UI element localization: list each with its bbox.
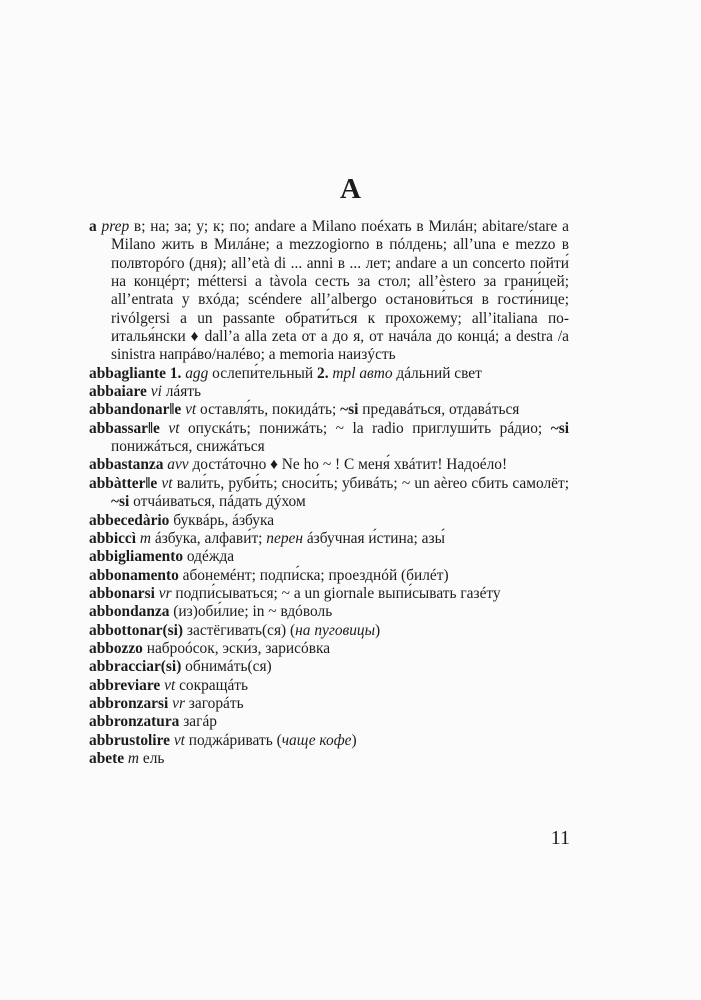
grammar-label: vt (185, 401, 197, 419)
grammar-label: vt (164, 676, 176, 694)
entry-text: застёгивать(ся) ( (183, 621, 296, 639)
entry-text: поджáривать ( (184, 731, 282, 749)
sense-marker: 1. (169, 364, 182, 382)
sense-marker: ~si (340, 401, 359, 419)
entry-text: вали́ть, руби́ть; сноси́ть; убивáть; ~ un aèreo сбить самолёт; (172, 474, 569, 492)
dictionary-entry (89, 695, 569, 713)
entry-text: ) (351, 731, 357, 749)
grammar-label: prep (101, 218, 130, 235)
grammar-label: vr (172, 694, 185, 712)
grammar-label: vt (168, 419, 180, 437)
entry-list (89, 218, 569, 768)
headword: abbandonar‖e (89, 401, 182, 419)
dictionary-entry (89, 365, 569, 383)
grammar-label: agg (185, 364, 209, 382)
grammar-label: mpl авто (332, 364, 393, 382)
sense-marker: ~si (550, 419, 569, 437)
headword: abbassar‖e (89, 419, 160, 437)
letter-heading: A (340, 173, 361, 205)
headword: abbreviare (89, 676, 161, 694)
entry-text: опускáть; понижáть; ~ la radio приглуши́ть рáдио; (179, 419, 551, 437)
headword: abete (89, 749, 125, 767)
entry-text: наброóсок, эски́з, зарисóвка (142, 639, 331, 657)
entry-text: абонемéнт; подпи́ска; проезднóй (билéт) (178, 566, 449, 584)
entry-text: в; на; за; у; к; по; andare a Milano поéхать в Милáн; abitare/stare a Milano жить в Милáне; a mezzogiorno в пóлдень; all’una e mezzo в полвторóго (дня); all’età di ... anni в ... лет; andare a un concerto пойти́ на концéрт; méttersi a tàvola сесть за стол; all’èstero за грани́цей; all’entrata у вхóда; scéndere all’albergo останови́ться в гости́нице; rivólgersi a un passante обрати́ться к прохожему; all’italiana по-италья́нски ♦ dall’a alla zeta от а до я, от начáла до концá; a destra /a sinistra напрáво/налéво; a memoria наизýсть (111, 218, 569, 364)
dictionary-entry (89, 750, 569, 768)
headword: abbozzo (89, 639, 143, 657)
headword: abbecedàrio (89, 511, 170, 529)
grammar-label: vt (173, 731, 185, 749)
grammar-label: m (127, 749, 140, 767)
grammar-label: vr (158, 584, 172, 602)
entry-text: (из)оби́лие; in ~ вдóволь (169, 603, 333, 621)
grammar-label: перен (266, 529, 303, 547)
headword: abbaiare (89, 383, 147, 401)
entry-text: понижáться, снижáться (111, 438, 265, 456)
dictionary-entry (89, 530, 569, 548)
grammar-label: чаще кофе (281, 731, 352, 749)
headword: abbottonar(si) (89, 621, 184, 639)
headword: abbonamento (89, 566, 179, 584)
headword: abbrustolire (89, 731, 170, 749)
grammar-label: vi (150, 383, 162, 401)
entry-text: ослепи́тельный (208, 364, 317, 382)
entry-text: ) (375, 621, 381, 639)
entry-text: обнимáть(ся) (181, 658, 272, 676)
entry-text: одéжда (183, 548, 235, 566)
grammar-label: m (139, 529, 152, 547)
dictionary-entry (89, 383, 569, 401)
dictionary-entry (89, 548, 569, 566)
entry-text: оставля́ть, покидáть; (196, 401, 341, 419)
entry-text: отчáиваться, пáдать дýхом (129, 493, 306, 511)
dictionary-entry (89, 218, 569, 365)
headword: abbonarsi (89, 584, 155, 602)
dictionary-entry (89, 713, 569, 731)
sense-marker: ~si (111, 493, 130, 511)
entry-text: буквáрь, áзбука (169, 511, 275, 529)
headword: abbastanza (89, 456, 164, 474)
page-number: 11 (550, 827, 570, 849)
entry-text: загáр (179, 713, 217, 731)
entry-text: áзбука, алфави́т; (151, 529, 267, 547)
dictionary-entry (89, 677, 569, 695)
entry-text: достáточно ♦ Ne ho ~ ! С меня́ хвáтит! Надоéло! (188, 456, 508, 474)
dictionary-entry (89, 512, 569, 530)
headword: abbigliamento (89, 548, 184, 566)
entry-text: ель (139, 749, 165, 767)
grammar-label: на пуговицы (295, 621, 376, 639)
dictionary-entry (89, 401, 569, 419)
dictionary-entry (89, 420, 569, 457)
dictionary-entry (89, 622, 569, 640)
grammar-label: vt (161, 474, 173, 492)
entry-text: сокращáть (175, 676, 249, 694)
entry-text: áзбучная и́стина; азы́ (303, 529, 445, 547)
headword: abbagliante (89, 364, 166, 382)
dictionary-entry (89, 732, 569, 750)
headword: abbàtter‖e (89, 474, 158, 492)
dictionary-entry (89, 567, 569, 585)
entry-text: лáять (161, 383, 202, 401)
dictionary-entry (89, 475, 569, 512)
headword: abbronzarsi (89, 694, 169, 712)
dictionary-entry (89, 585, 569, 603)
headword: abbronzatura (89, 713, 180, 731)
entry-text: подпи́сываться; ~ a un giornale выпи́сывать газéту (171, 584, 501, 602)
headword: abbondanza (89, 603, 170, 621)
dictionary-entry (89, 640, 569, 658)
entry-text: загорáть (184, 694, 244, 712)
dictionary-entry (89, 603, 569, 621)
headword: abbiccì (89, 529, 137, 547)
sense-marker: 2. (317, 364, 329, 382)
dictionary-entry (89, 658, 569, 676)
headword: abbracciar(si) (89, 658, 182, 676)
grammar-label: avv (167, 456, 189, 474)
dictionary-entry (89, 456, 569, 474)
headword: a (89, 218, 97, 235)
entry-text: дáльний свет (392, 364, 482, 382)
entry-text: предавáться, отдавáться (358, 401, 520, 419)
